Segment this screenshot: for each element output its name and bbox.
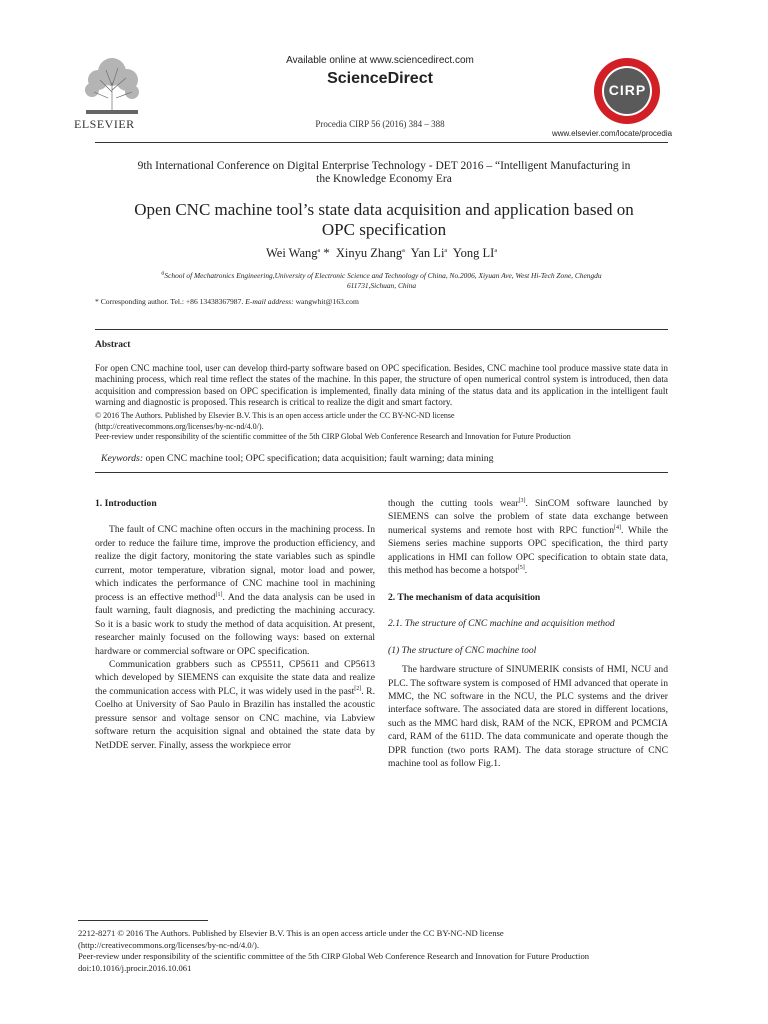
- available-online: Available online at www.sciencedirect.com: [286, 55, 474, 66]
- paragraph: Communication grabbers such as CP5511, CP5611 and CP5613 which developed by SIEMENS can exquisite the state data and realize the communication access with PLC, it was widely used in the past[2]. R. Coelho at University of Sao Paulo in Brazilin has installed the acoustic pressure sensor and voltage sensor on CNC machine, via Labview software return the acquisition signal and obtained the state data by NetDDE server. Finally, assess the workpiece error: [95, 658, 375, 751]
- abstract-bottom-divider: [95, 472, 668, 473]
- abstract-heading: Abstract: [95, 340, 131, 350]
- footer-divider: [78, 920, 208, 921]
- section-heading: 2. The mechanism of data acquisition: [388, 591, 541, 603]
- sciencedirect-wordmark: ScienceDirect: [327, 70, 433, 87]
- conference-line-1: 9th International Conference on Digital Enterprise Technology - DET 2016 – “Intelligent Manufacturing in: [137, 160, 631, 172]
- subsubsection-heading: (1) The structure of CNC machine tool: [388, 644, 537, 656]
- keywords: Keywords: open CNC machine tool; OPC specification; data acquisition; fault warning; data mining: [101, 453, 494, 464]
- subsection-heading: 2.1. The structure of CNC machine and acquisition method: [388, 618, 615, 630]
- author: Yong $LI^a$: [452, 246, 498, 260]
- footer-peer-review: Peer-review under responsibility of the scientific committee of the 5th CIRP Global Web Conference Research and Innovation for Future Production: [78, 951, 590, 962]
- paragraph: The fault of CNC machine often occurs in the machining process. In order to reduce the failure time, improve the production efficiency, and realize the digit factory, monitoring the state variables such as spindle current, motor temperature, vibration signal, motor load and power, which indicates the performance of CNC machine tool in machining process is an effective method[1]. And the data analysis can be used in fault warning, fault diagnosis, and predicting the machining accuracy. So it is a basic work to study the method of data acquisition. At present, researcher mainly focused on the following ways: based on external hardware or commercial software or OPC specification.: [95, 524, 375, 657]
- footer: [78, 928, 698, 974]
- header-divider: [95, 142, 668, 143]
- footer-license-link[interactable]: (http://creativecommons.org/licenses/by-nc-nd/4.0/).: [78, 939, 259, 950]
- abstract-copyright: © 2016 The Authors. Published by Elsevier B.V. This is an open access article under the CC BY-NC-ND license (http://creativecommons.org/licenses/by-nc-nd/4.0/). Peer-review under responsibility of the scientific committee of the 5th CIRP Global Web Conference Research and Innovation for Future Production: [95, 411, 668, 443]
- right-column: [388, 497, 668, 771]
- footer-doi[interactable]: doi:10.1016/j.procir.2016.10.061: [78, 962, 192, 973]
- author-list: [95, 246, 668, 261]
- journal-reference: Procedia CIRP 56 (2016) 384 – 388: [315, 119, 445, 129]
- section-heading: 1. Introduction: [95, 498, 157, 509]
- paragraph: though the cutting tools wear[3]. SinCOM software launched by SIEMENS can solve the problem of state data exchange between numerical systems and remote host with RPC function[4]. While the Siemens series machine supports OPC specification, the third party applications in HMI can follow OPC specification to obtain state data, this method has become a hotspot[5].: [388, 497, 669, 577]
- elsevier-logo: [72, 52, 152, 118]
- paragraph: The hardware structure of SINUMERIK consists of HMI, NCU and PLC. The software system is composed of HMI advanced that operate in MMC, the NC software in the NCU, the PLC systems and the driver interface software. The associated data are stored in different locations, such as the MMC hard disk, RAM of the NCK, EPROM and PCMCIA card, RAM of the 611D. The data communicate and operate though the DPR function (two ports RAM). The data storage structure of CNC machine tool as follow Fig.1.: [388, 664, 668, 770]
- paper-title-line-1: Open CNC machine tool’s state data acquisition and application based on: [134, 200, 634, 219]
- abstract-top-divider: [95, 329, 668, 330]
- author: Yan Li$^a$: [410, 246, 448, 260]
- elsevier-tree-icon: [72, 52, 152, 118]
- author: Xinyu Zhang$^a$: [335, 246, 405, 260]
- footer-issn: 2212-8271 © 2016 The Authors. Published by Elsevier B.V. This is an open access article under the CC BY-NC-ND license: [78, 928, 504, 938]
- author: Wei Wang$^a$ *: [265, 246, 330, 260]
- cirp-logo: [585, 53, 670, 128]
- affiliation: $^a$School of Mechatronics Engineering,University of Electronic Science and Technology of China, No.2006, Xiyuan Ave, West Hi-Tech Zone, Chengdu 611731,Sichuan, China: [161, 270, 602, 290]
- corresponding-author: * Corresponding author. Tel.: +86 13438367987. E-mail address: wangwhit@163.com: [95, 297, 359, 306]
- abstract-text: For open CNC machine tool, user can develop third-party software based on OPC specification. Besides, CNC machine tool produce massive state data in machining process, which real time reflect the states of the machine. In this paper, the structure of open numerical control system is introduced, then data acquisition and compression based on OPC specification is implemented, finally data mining of the status data and its application in the intelligent fault warning and diagnostic is proposed. This research is critical to realize the digit and smart factory.: [95, 363, 668, 408]
- journal-url[interactable]: www.elsevier.com/locate/procedia: [552, 129, 673, 138]
- license-link[interactable]: (http://creativecommons.org/licenses/by-nc-nd/4.0/).: [95, 421, 264, 431]
- paper-title-line-2: OPC specification: [321, 220, 447, 239]
- conference-line-2: the Knowledge Economy Era: [316, 173, 452, 185]
- cirp-logo-text: CIRP: [608, 82, 647, 98]
- left-column: [95, 497, 375, 752]
- publisher-name: ELSEVIER: [74, 117, 135, 131]
- email-link[interactable]: wangwhit@163.com: [295, 297, 359, 306]
